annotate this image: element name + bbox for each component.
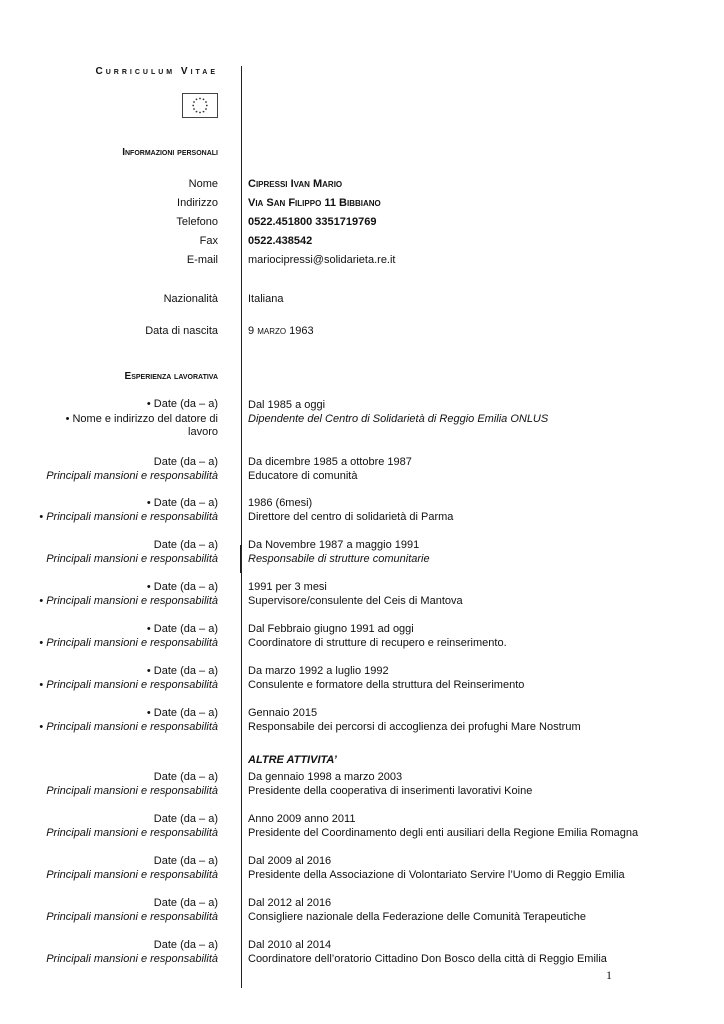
value-email[interactable]: mariocipressi@solidarieta.re.it	[248, 254, 396, 266]
other-4-role-label: Principali mansioni e responsabilità	[46, 953, 218, 965]
other-1-role: Presidente del Coordinamento degli enti ausiliari della Regione Emilia Romagna	[248, 827, 639, 839]
other-1-dates: Anno 2009 anno 2011	[248, 813, 356, 825]
work-6-date-label: • Date (da – a)	[146, 665, 218, 677]
work-7-role-label: • Principali mansioni e responsabilità	[39, 721, 218, 733]
work-4-role-label: • Principali mansioni e responsabilità	[39, 595, 218, 607]
cv-title: Curriculum Vitae	[95, 66, 218, 77]
section-heading-work: Esperienza lavorativa	[124, 371, 218, 382]
work-2-role: Direttore del centro di solidarietà di Parma	[248, 511, 454, 523]
work-4-date-label: • Date (da – a)	[146, 581, 218, 593]
label-nationality: Nazionalità	[163, 293, 218, 305]
work-5-role: Coordinatore di strutture di recupero e reinserimento.	[248, 637, 507, 649]
work-2-date-label: • Date (da – a)	[146, 497, 218, 509]
work-7-role: Responsabile dei percorsi di accoglienza dei profughi Mare Nostrum	[248, 721, 581, 733]
work-7-date-label: • Date (da – a)	[146, 707, 218, 719]
label-email: E-mail	[186, 254, 218, 266]
other-2-date-label: Date (da – a)	[153, 855, 218, 867]
other-1-role-label: Principali mansioni e responsabilità	[46, 827, 218, 839]
value-fax: 0522.438542	[248, 235, 313, 247]
value-name: Cipressi Ivan Mario	[248, 178, 343, 190]
work-5-date-label: • Date (da – a)	[146, 623, 218, 635]
work-0-date-label: • Date (da – a)	[146, 398, 218, 410]
work-1-role-label: Principali mansioni e responsabilità	[46, 470, 218, 482]
other-0-role-label: Principali mansioni e responsabilità	[46, 785, 218, 797]
column-divider	[241, 66, 242, 988]
work-4-dates: 1991 per 3 mesi	[248, 581, 327, 593]
section-heading-personal: Informazioni personali	[122, 147, 218, 158]
work-6-dates: Da marzo 1992 a luglio 1992	[248, 665, 389, 677]
work-1-date-label: Date (da – a)	[153, 456, 218, 468]
work-3-dates: Da Novembre 1987 a maggio 1991	[248, 539, 420, 551]
other-2-dates: Dal 2009 al 2016	[248, 855, 332, 867]
work-5-dates: Dal Febbraio giugno 1991 ad oggi	[248, 623, 414, 635]
birth-month: marzo	[257, 325, 287, 337]
other-4-date-label: Date (da – a)	[153, 939, 218, 951]
other-2-role: Presidente della Associazione di Volontariato Servire l’Uomo di Reggio Emilia	[248, 869, 625, 881]
value-birth-date	[248, 325, 314, 338]
value-nationality: Italiana	[248, 293, 284, 305]
column-divider-mark	[240, 545, 242, 573]
page-number: 1	[606, 968, 612, 982]
eu-flag-icon	[182, 93, 218, 118]
work-1-dates: Da dicembre 1985 a ottobre 1987	[248, 456, 412, 468]
work-7-dates: Gennaio 2015	[248, 707, 318, 719]
other-0-date-label: Date (da – a)	[153, 771, 218, 783]
other-2-role-label: Principali mansioni e responsabilità	[46, 869, 218, 881]
label-birth-date: Data di nascita	[145, 325, 218, 337]
work-3-date-label: Date (da – a)	[153, 539, 218, 551]
other-4-dates: Dal 2010 al 2014	[248, 939, 332, 951]
work-0-dates: Dal 1985 a oggi	[248, 399, 326, 411]
other-0-dates: Da gennaio 1998 a marzo 2003	[248, 771, 403, 783]
other-3-role: Consigliere nazionale della Federazione delle Comunità Terapeutiche	[248, 911, 586, 923]
other-3-role-label: Principali mansioni e responsabilità	[46, 911, 218, 923]
label-phone: Telefono	[176, 216, 218, 228]
other-1-date-label: Date (da – a)	[153, 813, 218, 825]
work-3-role-label: Principali mansioni e responsabilità	[46, 553, 218, 565]
other-3-date-label: Date (da – a)	[153, 897, 218, 909]
other-3-dates: Dal 2012 al 2016	[248, 897, 332, 909]
birth-day: 9	[248, 325, 258, 337]
work-6-role-label: • Principali mansioni e responsabilità	[39, 679, 218, 691]
value-phone: 0522.451800 3351719769	[248, 216, 377, 228]
other-0-role: Presidente della cooperativa di inserimenti lavorativi Koine	[248, 785, 533, 797]
work-2-role-label: • Principali mansioni e responsabilità	[39, 511, 218, 523]
work-1-role: Educatore di comunità	[248, 470, 358, 482]
work-0-employer-label: • Nome e indirizzo del datore di lavoro	[65, 413, 218, 438]
label-name: Nome	[188, 178, 218, 190]
work-5-role-label: • Principali mansioni e responsabilità	[39, 637, 218, 649]
work-2-dates: 1986 (6mesi)	[248, 497, 313, 509]
work-4-role: Supervisore/consulente del Ceis di Mantova	[248, 595, 463, 607]
label-fax: Fax	[199, 235, 218, 247]
value-address: Via San Filippo 11 Bibbiano	[248, 197, 381, 209]
birth-year: 1963	[286, 325, 314, 337]
work-6-role: Consulente e formatore della struttura del Reinserimento	[248, 679, 525, 691]
other-4-role: Coordinatore dell’oratorio Cittadino Don Bosco della città di Reggio Emilia	[248, 953, 607, 965]
other-activities-heading: ALTRE ATTIVITA’	[248, 754, 337, 766]
work-3-role: Responsabile di strutture comunitarie	[248, 553, 430, 565]
label-address: Indirizzo	[177, 197, 218, 209]
work-0-employer: Dipendente del Centro di Solidarietà di Reggio Emilia ONLUS	[248, 413, 549, 425]
